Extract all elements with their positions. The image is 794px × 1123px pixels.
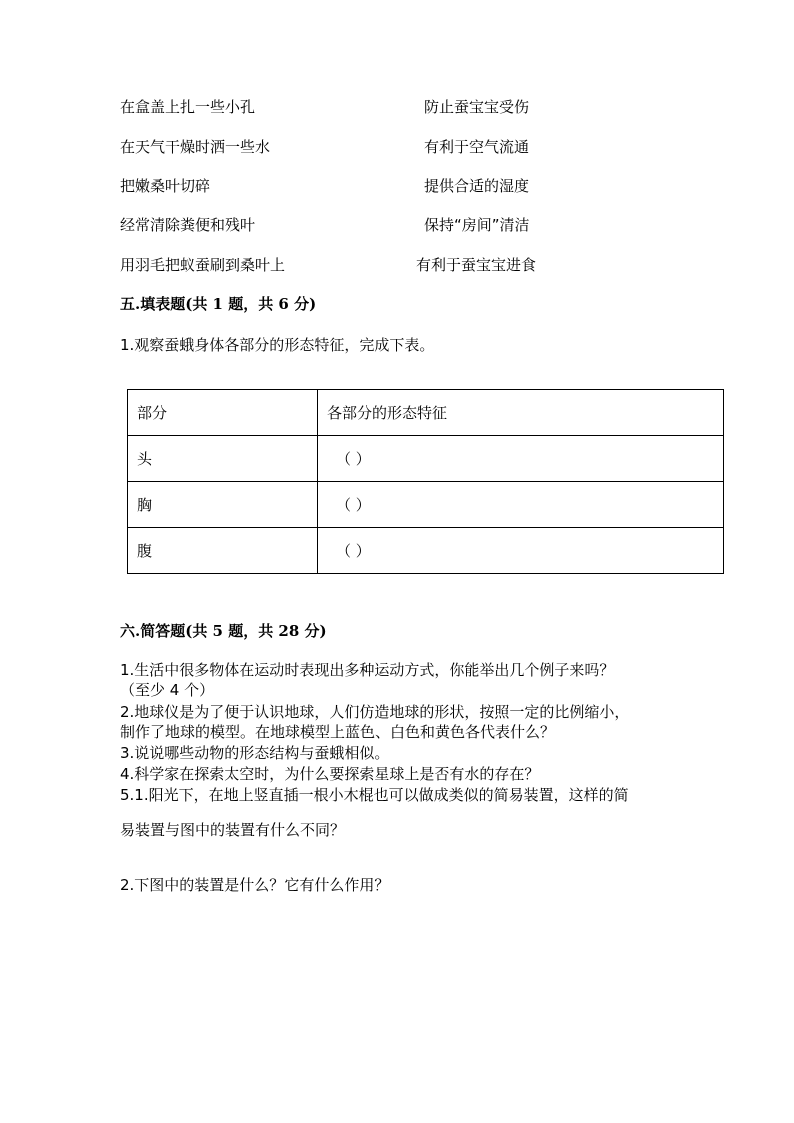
table-cell-feature-blank[interactable] bbox=[318, 436, 724, 482]
table-cell-part: 胸 bbox=[128, 482, 318, 528]
question-line: （至少 4 个） bbox=[120, 681, 215, 699]
table-row bbox=[128, 528, 724, 574]
section-5-title: 五.填表题(共 1 题，共 6 分) bbox=[120, 295, 317, 313]
answer-blank: （ ） bbox=[336, 450, 371, 468]
table-header-feature: 各部分的形态特征 bbox=[318, 390, 724, 436]
table-cell-feature-blank[interactable] bbox=[318, 482, 724, 528]
matching-left-item: 经常清除粪便和残叶 bbox=[120, 216, 256, 234]
matching-right-item: 防止蚕宝宝受伤 bbox=[424, 98, 530, 116]
matching-left-item: 在天气干燥时洒一些水 bbox=[120, 138, 271, 156]
question-line: 2.下图中的装置是什么？它有什么作用？ bbox=[120, 876, 390, 894]
table-header-row bbox=[128, 390, 724, 436]
answer-blank: （ ） bbox=[336, 496, 371, 514]
morphology-table bbox=[127, 389, 724, 574]
matching-left-item: 用羽毛把蚁蚕刷到桑叶上 bbox=[120, 256, 286, 274]
table-cell-part: 腹 bbox=[128, 528, 318, 574]
question-line: 4.科学家在探索太空时，为什么要探索星球上是否有水的存在？ bbox=[120, 765, 540, 783]
question-continuation: 易装置与图中的装置有什么不同？ bbox=[120, 821, 346, 839]
table-row bbox=[128, 436, 724, 482]
section-6-title: 六.简答题(共 5 题，共 28 分) bbox=[120, 622, 327, 640]
table-cell-part: 头 bbox=[128, 436, 318, 482]
table-row bbox=[128, 482, 724, 528]
matching-right-item: 保持“房间”清洁 bbox=[424, 216, 530, 234]
question-line: 2.地球仪是为了便于认识地球，人们仿造地球的形状，按照一定的比例缩小， bbox=[120, 703, 630, 721]
question-line: 5.1.阳光下，在地上竖直插一根小木棍也可以做成类似的简易装置，这样的简 bbox=[120, 786, 629, 804]
matching-right-item: 有利于蚕宝宝进食 bbox=[416, 256, 537, 274]
question-line: 制作了地球的模型。在地球模型上蓝色、白色和黄色各代表什么？ bbox=[120, 723, 556, 741]
question-line: 1.生活中很多物体在运动时表现出多种运动方式，你能举出几个例子来吗？ bbox=[120, 661, 615, 679]
matching-left-item: 把嫩桑叶切碎 bbox=[120, 177, 211, 195]
answer-blank: （ ） bbox=[336, 542, 371, 560]
table-cell-feature-blank[interactable] bbox=[318, 528, 724, 574]
table-header-part: 部分 bbox=[128, 390, 318, 436]
question-line: 3.说说哪些动物的形态结构与蚕蛾相似。 bbox=[120, 744, 390, 762]
matching-left-item: 在盒盖上扎一些小孔 bbox=[120, 98, 256, 116]
section-5-question: 1.观察蚕蛾身体各部分的形态特征，完成下表。 bbox=[120, 336, 435, 354]
matching-right-item: 提供合适的湿度 bbox=[424, 177, 530, 195]
matching-right-item: 有利于空气流通 bbox=[424, 138, 530, 156]
